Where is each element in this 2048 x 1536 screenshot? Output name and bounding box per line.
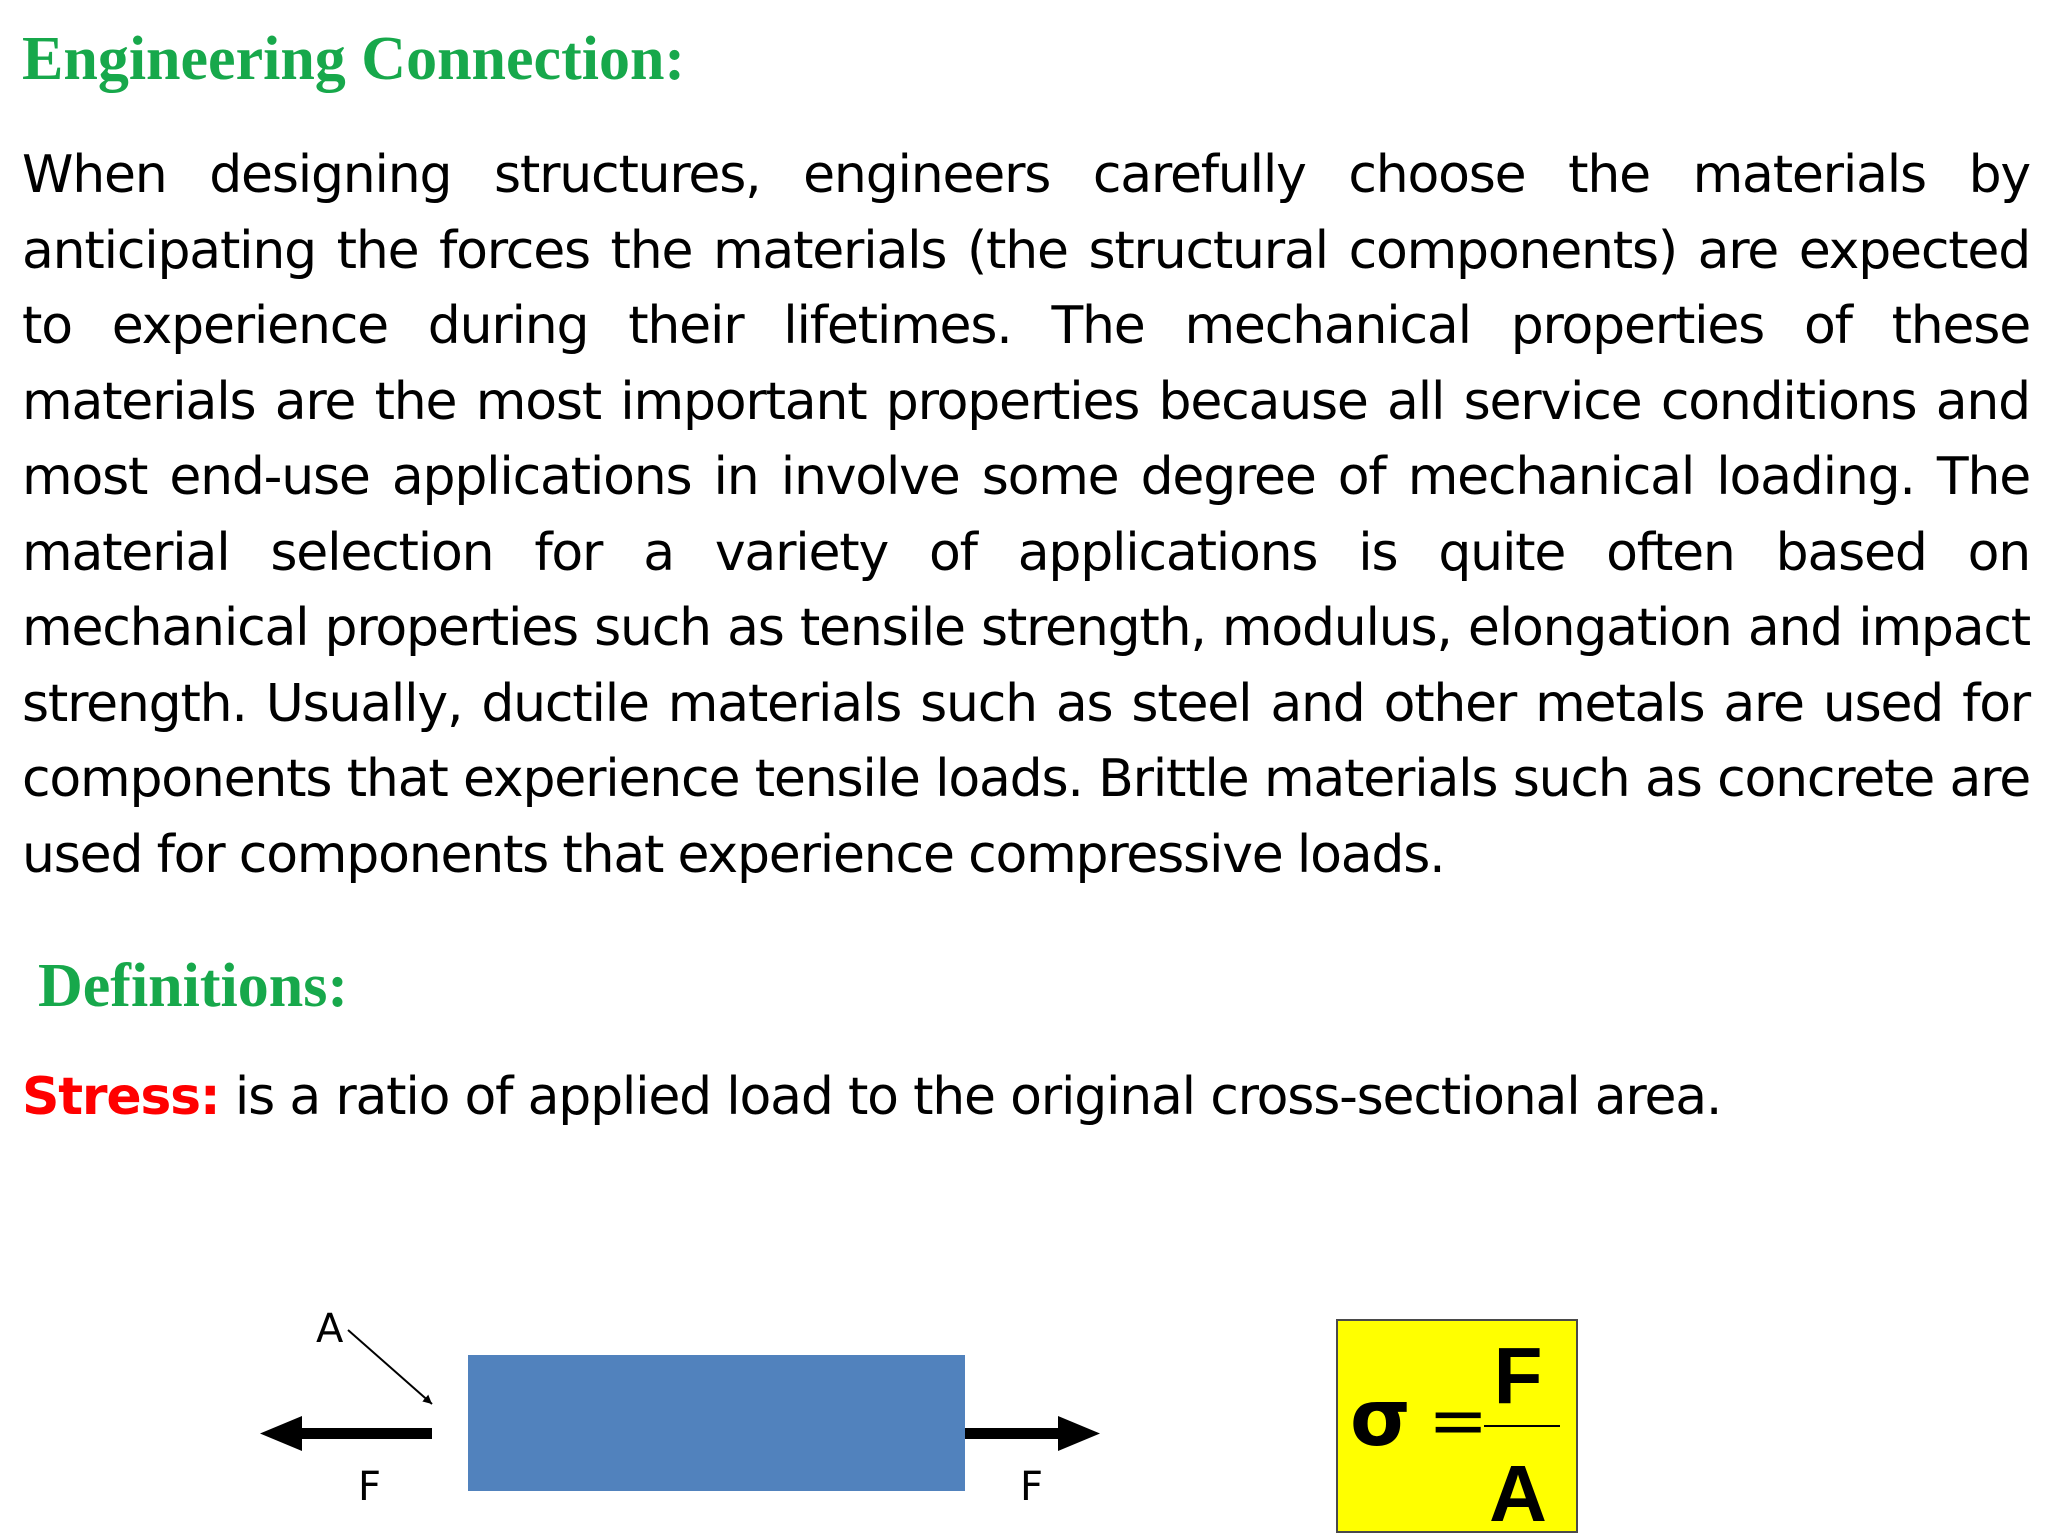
- left-force-label: F: [358, 1464, 382, 1510]
- stress-formula: [1338, 1321, 1576, 1531]
- heading-definitions: Definitions:: [38, 952, 348, 1020]
- right-force-label: F: [1020, 1464, 1044, 1510]
- equals-sign: =: [1428, 1378, 1489, 1462]
- right-force-arrow: [965, 1416, 1100, 1451]
- sigma-symbol: σ: [1350, 1374, 1411, 1464]
- stress-term: Stress:: [22, 1067, 220, 1127]
- area-pointer-arrow: [348, 1330, 432, 1404]
- stress-formula-box: [1336, 1319, 1578, 1533]
- stress-diagram: [250, 1300, 1110, 1530]
- specimen-bar: [468, 1355, 965, 1491]
- stress-description: is a ratio of applied load to the original cross-sectional area.: [219, 1067, 1722, 1127]
- left-force-arrow: [260, 1416, 432, 1451]
- area-label: A: [316, 1306, 344, 1352]
- stress-definition: [22, 1060, 1721, 1135]
- formula-numerator: F: [1493, 1331, 1543, 1420]
- engineering-paragraph: When designing structures, engineers carefully choose the materials by anticipating the forces the materials (the structural components) are expected to experience during their lifetimes. The mechanical properties of these materials are the most important properties because all service conditions and most end-use applications in involve some degree of mechanical loading. The material selection for a variety of applications is quite often based on mechanical properties such as tensile strength, modulus, elongation and impact strength. Usually, ductile materials such as steel and other metals are used for components that experience tensile loads. Brittle materials such as concrete are used for components that experience compressive loads.: [22, 145, 2030, 885]
- formula-denominator: A: [1489, 1449, 1547, 1531]
- heading-engineering-connection: Engineering Connection:: [22, 25, 686, 93]
